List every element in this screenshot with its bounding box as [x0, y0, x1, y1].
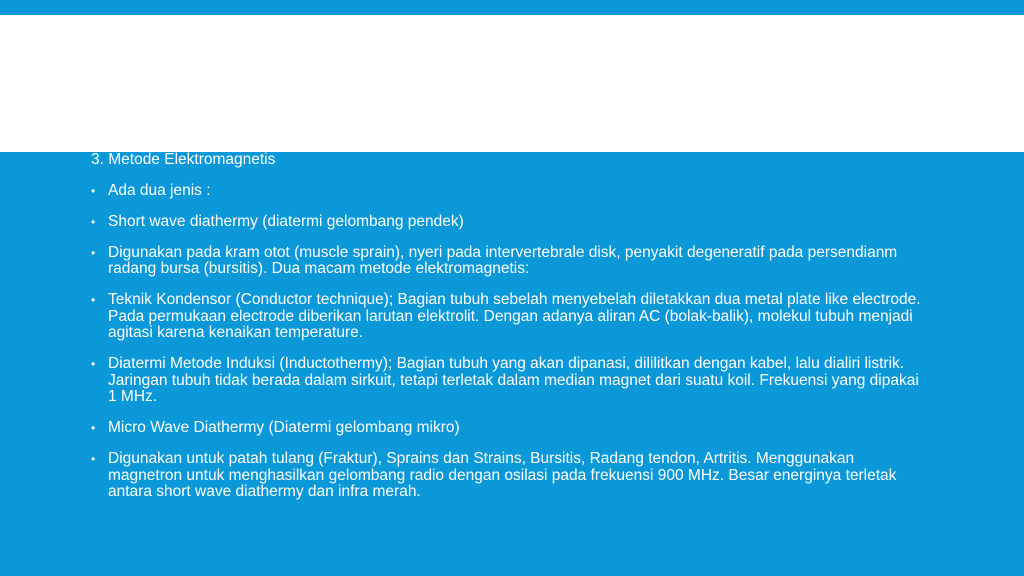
title-band — [0, 15, 1024, 152]
bullet-icon: • — [91, 357, 96, 371]
bullet-icon: • — [91, 183, 96, 198]
bullet-text: Ada dua jenis : — [108, 181, 211, 199]
bullet-item-5 — [91, 356, 926, 406]
bullet-item-1 — [91, 183, 926, 200]
bullet-item-7 — [91, 451, 926, 501]
bullet-item-3 — [91, 245, 926, 278]
bullet-item-2 — [91, 214, 926, 231]
bullet-text: Short wave diathermy (diatermi gelombang pendek) — [108, 212, 464, 230]
bullet-text: Digunakan pada kram otot (muscle sprain), nyeri pada intervertebrale disk, penyakit degeneratif pada persendianm radang bursa (bursitis). Dua macam metode elektromagnetis: — [108, 243, 898, 277]
bullet-icon: • — [91, 421, 96, 435]
section-heading: 3. Metode Elektromagnetis — [91, 151, 276, 168]
bullet-icon: • — [91, 214, 96, 229]
bullet-icon: • — [91, 452, 96, 466]
bullet-item-4 — [91, 292, 926, 342]
bullet-text: Digunakan untuk patah tulang (Fraktur), Sprains dan Strains, Bursitis, Radang tendon, Artritis. Menggunakan magnetron untuk menghasilkan gelombang radio dengan osilasi pada frekuensi 900 MHz. Besar energinya terletak antara short wave diathermy dan infra merah. — [108, 450, 897, 500]
bullet-text: Micro Wave Diathermy (Diatermi gelombang mikro) — [108, 419, 460, 436]
bullet-text: Teknik Kondensor (Conductor technique); Bagian tubuh sebelah menyebelah diletakkan dua metal plate like electrode. Pada permukaan electrode diberikan larutan elektrolit. Dengan adanya aliran AC (bolak-balik), molekul tubuh menjadi agitasi karena kenaikan temperature. — [108, 291, 921, 341]
bullet-text: Diatermi Metode Induksi (Inductothermy); Bagian tubuh yang akan dipanasi, dililitkan dengan kabel, lalu dialiri listrik. Jaringan tubuh tidak berada dalam sirkuit, tetapi terletak dalam median magnet dari suatu koil. Frekuensi yang dipakai 1 MHz. — [108, 355, 919, 405]
slide-content — [91, 152, 926, 515]
bullet-icon: • — [91, 293, 96, 307]
bullet-item-6 — [91, 420, 926, 437]
bullet-icon: • — [91, 245, 96, 260]
